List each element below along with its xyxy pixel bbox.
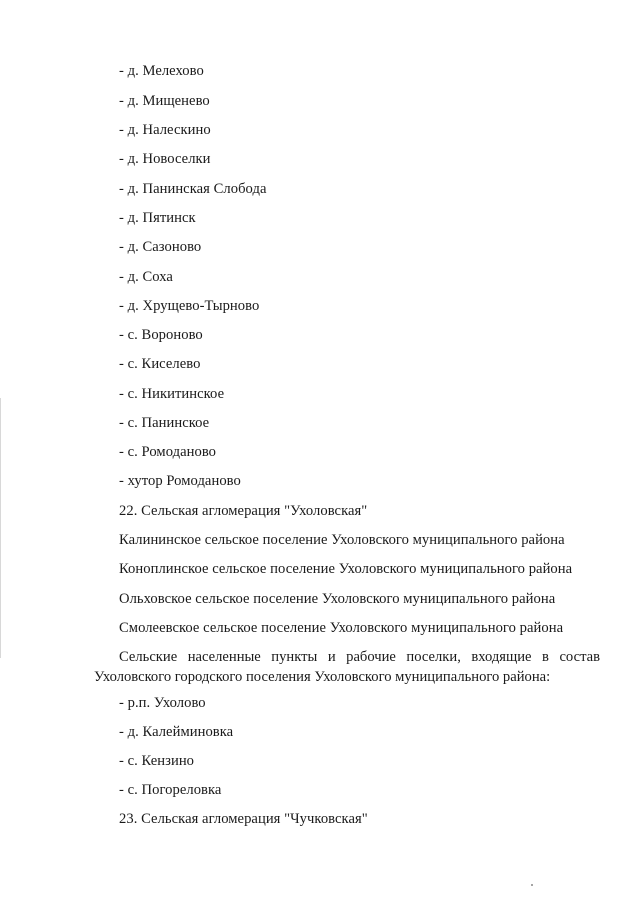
list-item: - с. Погореловка	[119, 782, 222, 798]
settlement-line: Ольховское сельское поселение Ухоловского муниципального района	[119, 591, 556, 607]
list-item: - хутор Ромоданово	[119, 473, 241, 489]
list-item: - д. Хрущево-Тырново	[119, 298, 260, 314]
list-item: - р.п. Ухолово	[119, 695, 206, 711]
scan-margin-mark	[0, 398, 1, 658]
paragraph: Сельские населенные пункты и рабочие поселки, входящие в состав Ухоловского городского поселения Ухоловского муниципального района:	[94, 649, 600, 685]
section-heading-23: 23. Сельская агломерация "Чучковская"	[119, 811, 368, 827]
settlement-line: Коноплинское сельское поселение Ухоловского муниципального района	[119, 561, 573, 577]
section-heading-22: 22. Сельская агломерация "Ухоловская"	[119, 503, 368, 519]
list-item: - д. Панинская Слобода	[119, 181, 267, 197]
settlement-line: Смолеевское сельское поселение Ухоловского муниципального района	[119, 620, 564, 636]
list-item: - д. Мелехово	[119, 63, 204, 79]
list-item: - д. Пятинск	[119, 210, 196, 226]
list-item: - д. Калейминовка	[119, 724, 234, 740]
settlement-line: Калининское сельское поселение Ухоловского муниципального района	[119, 532, 565, 548]
list-item: - с. Вороново	[119, 327, 203, 343]
list-item: - д. Налескино	[119, 122, 211, 138]
list-item: - д. Новоселки	[119, 151, 211, 167]
list-item: - с. Никитинское	[119, 386, 225, 402]
scan-speck	[531, 884, 533, 886]
list-item: - с. Ромоданово	[119, 444, 217, 460]
list-item: - с. Кензино	[119, 753, 195, 769]
list-item: - д. Мищенево	[119, 93, 210, 109]
list-item: - с. Панинское	[119, 415, 210, 431]
list-item: - д. Соха	[119, 269, 173, 285]
list-item: - с. Киселево	[119, 356, 201, 372]
list-item: - д. Сазоново	[119, 239, 202, 255]
